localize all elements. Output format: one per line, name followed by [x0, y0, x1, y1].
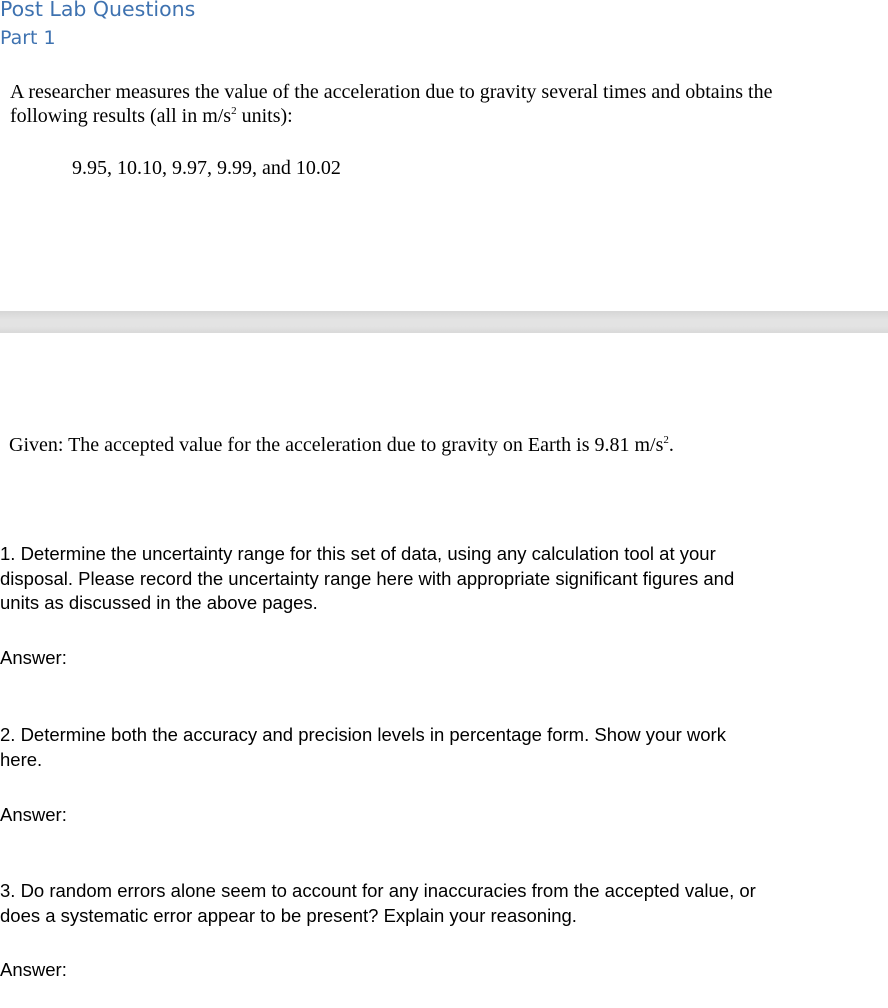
question-2-line: here.	[0, 748, 43, 770]
given-period: .	[668, 434, 674, 456]
question-2	[0, 723, 880, 772]
answer-3-label: Answer:	[0, 959, 67, 980]
question-1	[0, 542, 880, 616]
question-3-line: does a systematic error appear to be present? Explain your reasoning.	[0, 904, 577, 926]
unit-exponent: 2	[663, 434, 669, 446]
intro-text-line-1: A researcher measures the value of the acceleration due to gravity several times and obtains the	[10, 81, 773, 103]
page-title: Post Lab Questions	[0, 0, 196, 21]
section-divider	[0, 311, 888, 333]
question-1-line: disposal. Please record the uncertainty range here with appropriate significant figures and	[0, 567, 735, 589]
question-3-line: 3. Do random errors alone seem to account for any inaccuracies from the accepted value, or	[0, 880, 756, 901]
question-1-line: units as discussed in the above pages.	[0, 592, 318, 613]
intro-text-suffix: units):	[236, 105, 293, 127]
unit-exponent: 2	[231, 105, 237, 117]
measurement-values: 9.95, 10.10, 9.97, 9.99, and 10.02	[72, 157, 341, 179]
question-2-line: 2. Determine both the accuracy and precision levels in percentage form. Show your work	[0, 724, 726, 745]
intro-text-prefix: following results (all in m/s	[10, 105, 232, 127]
intro-text-line-2	[10, 104, 293, 128]
section-subtitle: Part 1	[0, 27, 56, 49]
answer-1-label: Answer:	[0, 647, 67, 668]
answer-2-label: Answer:	[0, 804, 67, 825]
question-3	[0, 879, 880, 928]
given-statement	[9, 433, 674, 457]
given-text: Given: The accepted value for the acceleration due to gravity on Earth is 9.81 m/s	[9, 434, 664, 456]
question-1-line: 1. Determine the uncertainty range for this set of data, using any calculation tool at your	[0, 543, 716, 564]
